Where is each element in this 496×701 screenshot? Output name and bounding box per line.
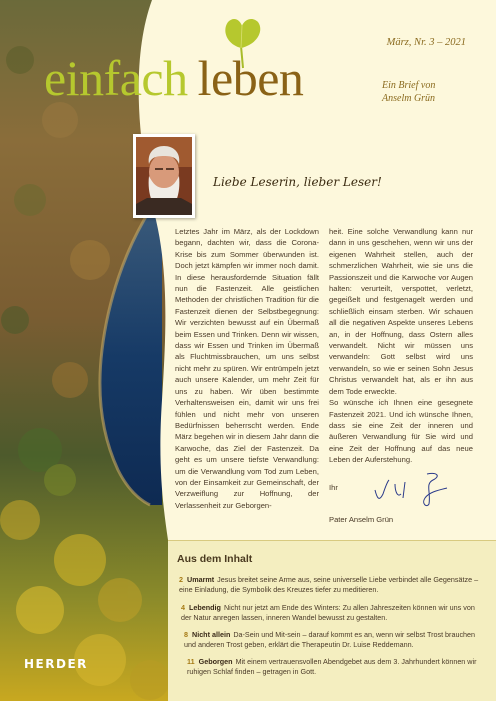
handwritten-signature — [367, 468, 467, 508]
toc-item[interactable] — [187, 657, 487, 678]
title-word-leben: leben — [197, 50, 304, 106]
toc-title: Aus dem Inhalt — [177, 553, 253, 565]
toc-description: Mit einem vertrauensvollen Abendgebet aus dem 3. Jahrhundert können wir ruhigen Schlaf finden – getragen in Gott. — [187, 657, 477, 677]
table-of-contents — [168, 540, 496, 701]
letter-column-2 — [329, 226, 473, 525]
author-portrait — [133, 134, 195, 218]
toc-item[interactable] — [181, 603, 481, 624]
subtitle-line-2: Anselm Grün — [382, 93, 436, 104]
letter-closing: Ihr — [329, 482, 338, 492]
subtitle-line-1: Ein Brief von — [382, 80, 436, 91]
toc-page-number: 11 — [187, 657, 195, 666]
author-name: Pater Anselm Grün — [329, 514, 394, 524]
toc-description: Da-Sein und Mit-sein – darauf kommt es an, wenn wir selbst Trost brauchen und anderen Trost geben, erklärt die Therapeutin Dr. Luise Reddemann. — [184, 630, 476, 650]
letter-column-1 — [175, 226, 319, 511]
signature-row — [329, 474, 473, 514]
toc-keyword: Umarmt — [187, 575, 215, 584]
toc-description: Jesus breitet seine Arme aus, seine universelle Liebe verbindet alle Gegensätze – eine Einladung, die Symbolik des Kreuzes tiefer zu meditieren. — [179, 575, 479, 595]
newsletter-title — [44, 48, 303, 108]
letter-paragraph-2: heit. Eine solche Verwandlung kann nur dann in uns geschehen, wenn wir uns der eigenen Wahrheit stellen, auch der schmerzlichen Wahrheit, wie sie uns die Passionszeit und die Karwoche vor Augen halten: verurteilt, verspottet, verletzt, gegeißelt und festgenagelt werden und schließlich einsam sterben. Wir schauen all die negativen Aspekte unseres Lebens an, in der Hoffnung, dass Ostern alles verwandelt. Nicht wir müssen uns verwandeln: Gott selbst wird uns verwandeln, so wie er seinen Sohn Jesus Christus verwandelt hat, als er ihn aus dem Tode erweckte. — [329, 227, 473, 396]
toc-keyword: Nicht allein — [192, 630, 231, 639]
toc-description: Nicht nur jetzt am Ende des Winters: Zu allen Jahreszeiten können wir uns von der Natur anregen lassen, inneren Wandel bewusst zu gestalten. — [181, 603, 475, 623]
toc-page-number: 2 — [179, 575, 183, 584]
letter-paragraph-1: Letztes Jahr im März, als der Lockdown begann, dachten wir, dass die Corona-Krise bis zum Sommer überwunden ist. Doch jetzt kämpfen wir immer noch damit. In diese herausfordernde Situation fällt nun die Fastenzeit. Alle geistlichen Methoden der christlichen Tradition für die Fastenzeit dienen der Selbstbegegnung: Wir verzichten bewusst auf ein Übermaß beim Essen und Trinken. Denn wir wissen, dass wir Essen und Trinken im Übermaß als Fluchtmissbrauchen, um uns selbst nicht mehr zu spüren. Wir entrümpeln jetzt auch unsere Kalender, um mehr Zeit für uns zu haben. Wir üben bestimmte Verhaltensweisen ein, damit wir uns frei fühlen und nicht mehr von unseren Bedürfnissen beherrscht werden. Ende März begehen wir in diesem Jahr dann die Karwoche, das Ziel der Fastenzeit. Da geht es um unsere tiefste Verwandlung: um die Verwandlung vom Tod zum Leben, von der Einsamkeit zur Gemeinschaft, der Verzweiflung zur Hoffnung, der Verlassenheit zur Geborgen- — [175, 227, 319, 510]
toc-page-number: 4 — [181, 603, 185, 612]
toc-page-number: 8 — [184, 630, 188, 639]
publisher-logo: HERDER — [24, 657, 88, 671]
toc-item[interactable] — [179, 575, 479, 596]
letter-paragraph-3: So wünsche ich Ihnen eine gesegnete Fastenzeit 2021. Und ich wünsche Ihnen, dass sie eine Zeit der inneren und äußeren Verwandlung für Sie wird und eine Zeit der Hoffnung auf das neue Leben der Auferstehung. — [329, 398, 473, 465]
toc-item[interactable] — [184, 630, 484, 651]
subtitle — [382, 79, 435, 105]
title-word-einfach: einfach — [44, 50, 188, 106]
letter-greeting: Liebe Leserin, lieber Leser! — [213, 175, 382, 189]
toc-keyword: Geborgen — [198, 657, 233, 666]
toc-keyword: Lebendig — [189, 603, 221, 612]
issue-info: März, Nr. 3 – 2021 — [386, 37, 466, 48]
